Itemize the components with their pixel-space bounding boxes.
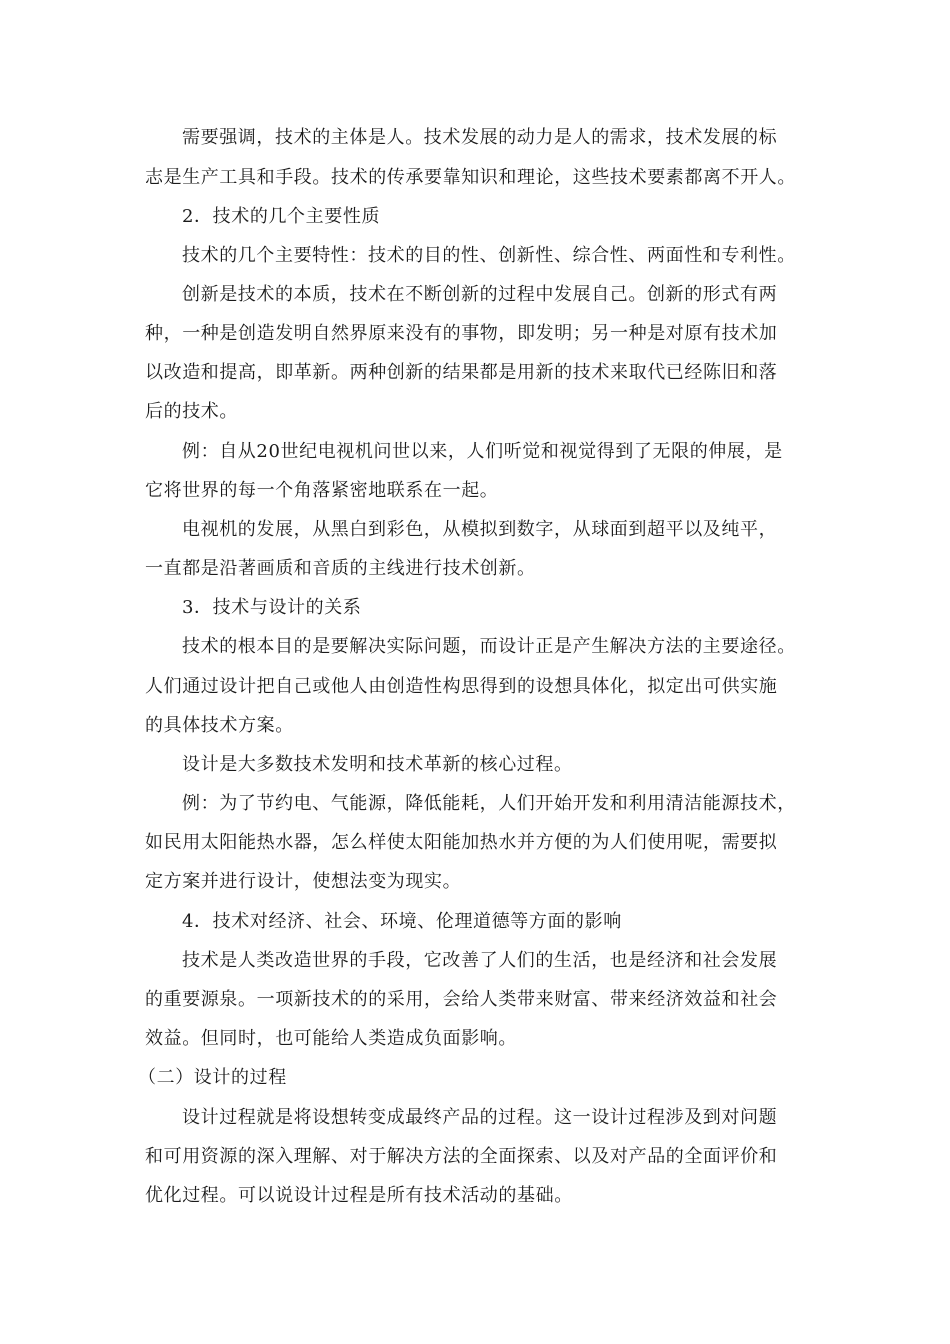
- paragraph-line: 志是生产工具和手段。技术的传承要靠知识和理论，这些技术要素都离不开人。: [145, 167, 796, 188]
- section-heading: （二）设计的过程: [138, 1067, 287, 1088]
- paragraph-line: 种，一种是创造发明自然界原来没有的事物，即发明；另一种是对原有技术加: [145, 323, 778, 344]
- paragraph-line: 它将世界的每一个角落紧密地联系在一起。: [145, 480, 499, 501]
- paragraph-line: 创新是技术的本质，技术在不断创新的过程中发展自己。创新的形式有两: [182, 284, 778, 305]
- section-heading: 4．技术对经济、社会、环境、伦理道德等方面的影响: [182, 911, 622, 932]
- paragraph-line: 优化过程。可以说设计过程是所有技术活动的基础。: [145, 1185, 573, 1206]
- paragraph-line: 技术的几个主要特性：技术的目的性、创新性、综合性、两面性和专利性。: [182, 245, 796, 266]
- paragraph-line: 电视机的发展，从黑白到彩色，从模拟到数字，从球面到超平以及纯平，: [182, 519, 778, 540]
- paragraph-line: 需要强调，技术的主体是人。技术发展的动力是人的需求，技术发展的标: [182, 127, 778, 148]
- paragraph-line: 设计是大多数技术发明和技术革新的核心过程。: [182, 754, 573, 775]
- paragraph-line: 例：自从20世纪电视机问世以来，人们听觉和视觉得到了无限的伸展，是: [182, 441, 783, 462]
- paragraph-line: 以改造和提高，即革新。两种创新的结果都是用新的技术来取代已经陈旧和落: [145, 362, 778, 383]
- section-heading: 3．技术与设计的关系: [182, 597, 362, 618]
- paragraph-line: 技术的根本目的是要解决实际问题，而设计正是产生解决方法的主要途径。: [182, 636, 796, 657]
- paragraph-line: 和可用资源的深入理解、对于解决方法的全面探索、以及对产品的全面评价和: [145, 1146, 778, 1167]
- paragraph-line: 人们通过设计把自己或他人由创造性构思得到的设想具体化，拟定出可供实施: [145, 676, 778, 697]
- paragraph-line: 如民用太阳能热水器，怎么样使太阳能加热水并方便的为人们使用呢，需要拟: [145, 832, 778, 853]
- paragraph-line: 技术是人类改造世界的手段，它改善了人们的生活，也是经济和社会发展: [182, 950, 778, 971]
- paragraph-line: 定方案并进行设计，使想法变为现实。: [145, 871, 462, 892]
- paragraph-line: 的具体技术方案。: [145, 715, 294, 736]
- paragraph-line: 设计过程就是将设想转变成最终产品的过程。这一设计过程涉及到对问题: [182, 1107, 778, 1128]
- paragraph-line: 后的技术。: [145, 401, 238, 422]
- paragraph-line: 效益。但同时，也可能给人类造成负面影响。: [145, 1028, 517, 1049]
- paragraph-line: 的重要源泉。一项新技术的的采用，会给人类带来财富、带来经济效益和社会: [145, 989, 778, 1010]
- section-heading: 2．技术的几个主要性质: [182, 206, 381, 227]
- paragraph-line: 例：为了节约电、气能源，降低能耗，人们开始开发和利用清洁能源技术，: [182, 793, 796, 814]
- paragraph-line: 一直都是沿著画质和音质的主线进行技术创新。: [145, 558, 536, 579]
